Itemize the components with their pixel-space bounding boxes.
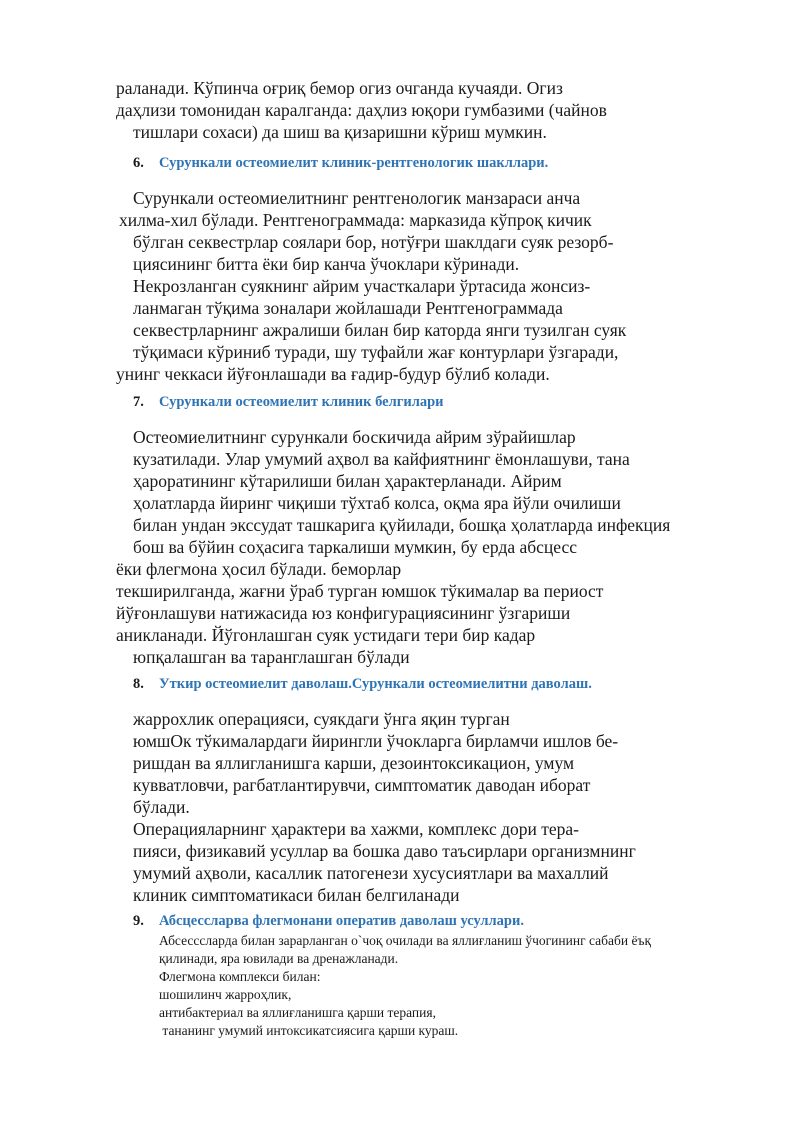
paragraph-line: Операцияларнинг ҳарактери ва хажми, комплекс дори тера- (133, 819, 580, 839)
section-title: Сурункали остеомиелит клиник-рентгенологик шакллари. (159, 155, 549, 171)
paragraph-line: Некрозланган суякнинг айрим участкалари ўртасида жонсиз- (133, 276, 591, 296)
paragraph-line: юпқалашган ва таранглашган бўлади (133, 647, 410, 667)
paragraph-line: Сурункали остеомиелитнинг рентгенологик манзараси анча (133, 188, 581, 208)
paragraph-line: пияси, физикавий усуллар ва бошка даво таъсирлари организмнинг (133, 841, 636, 861)
paragraph-line: секвестрларнинг ажралиши билан бир каторда янги тузилган суяк (133, 320, 627, 340)
paragraph-line: бўлган секвестрлар соялари бор, нотўғри шаклдаги суяк резорб- (133, 232, 614, 252)
paragraph-line: унинг чеккаси йўғонлашади ва ғадир-будур бўлиб колади. (116, 364, 550, 384)
paragraph-line: ҳароратининг кўтарилиши билан ҳарактерланади. Айрим (133, 471, 562, 491)
paragraph-line: раланади. Кўпинча оғриқ бемор огиз очганда кучаяди. Огиз (116, 78, 563, 98)
paragraph-line: хилма-хил бўлади. Рентгенограммада: марказида кўпроқ кичик (119, 210, 592, 230)
paragraph-line: йўғонлашуви натижасида юз конфигурациясининг ўзгариши (116, 603, 571, 623)
paragraph-line: бош ва бўйин соҳасига таркалиши мумкин, бу ерда абсцесс (133, 537, 578, 557)
paragraph-line: кузатилади. Улар умумий аҳвол ва кайфиятнинг ёмонлашуви, тана (133, 449, 630, 469)
paragraph-line: умумий аҳволи, касаллик патогенези хусусиятлари ва махаллий (133, 863, 609, 883)
paragraph-line: тўқимаси кўриниб туради, шу туфайли жағ контурлари ўзгаради, (133, 342, 619, 362)
paragraph-line: юмшОк тўкималардаги йирингли ўчокларга бирламчи ишлов бе- (133, 731, 619, 751)
section-heading-7 (133, 393, 444, 411)
section-title: Абсцессларва флегмонани оператив даволаш усуллари. (159, 913, 524, 929)
paragraph-line: ланмаган тўқима зоналари жойлашади Рентгенограммада (133, 298, 563, 318)
section-heading-6 (133, 154, 548, 172)
paragraph-line: жаррохлик операцияси, суякдаги ўнга яқин турган (133, 709, 510, 729)
section-title: Сурункали остеомиелит клиник белгилари (159, 394, 444, 410)
paragraph-line: текширилганда, жағни ўраб турган юмшок тўкималар ва периост (116, 581, 604, 601)
paragraph-line: кувватловчи, рагбатлантирувчи, симптоматик даводан иборат (133, 775, 591, 795)
paragraph-line: билан ундан экссудат ташкарига қуйилади, бошқа ҳолатларда инфекция (133, 515, 671, 535)
paragraph-line: шошилинч жарроҳлик, (159, 987, 292, 1002)
paragraph-line: тишлари сохаси) да шиш ва қизаришни кўриш мумкин. (133, 122, 547, 142)
paragraph-line: Абсесссларда билан зарарланган о`чоқ очилади ва яллиғланиш ўчогининг сабаби ёъқ (159, 933, 652, 948)
paragraph-line: ёки флегмона ҳосил бўлади. беморлар (116, 559, 402, 579)
paragraph-line: циясининг битта ёки бир канча ўчоклари кўринади. (133, 254, 520, 274)
paragraph-line: ришдан ва яллигланишга карши, дезоинтоксикацион, умум (133, 753, 575, 773)
section-number: 6. (133, 155, 144, 171)
paragraph-line: антибактериал ва яллиғланишга қарши терапия, (159, 1005, 436, 1020)
paragraph-line: даҳлизи томонидан каралганда: даҳлиз юқори гумбазими (чайнов (116, 100, 607, 120)
paragraph-line: тананинг умумий интоксикатсиясига қарши кураш. (159, 1023, 459, 1038)
paragraph-line: клиник симптоматикаси билан белгиланади (133, 885, 460, 905)
section-heading-9 (133, 912, 524, 930)
section-number: 7. (133, 394, 144, 410)
paragraph-line: ҳолатларда йиринг чиқиши тўхтаб колса, оқма яра йўли очилиши (133, 493, 621, 513)
paragraph-line: бўлади. (133, 797, 190, 817)
paragraph-line: Остеомиелитнинг сурункали боскичида айрим зўрайишлар (133, 427, 576, 447)
section-number: 9. (133, 913, 144, 929)
paragraph-line: аникланади. Йўгонлашган суяк устидаги тери бир кадар (116, 625, 536, 645)
section-heading-8 (133, 675, 592, 693)
section-number: 8. (133, 676, 144, 692)
paragraph-line: қилинади, яра ювилади ва дренажланади. (159, 951, 399, 966)
paragraph-line: Флегмона комплекси билан: (159, 969, 321, 984)
section-title: Уткир остеомиелит даволаш.Сурункали остеомиелитни даволаш. (159, 676, 592, 692)
